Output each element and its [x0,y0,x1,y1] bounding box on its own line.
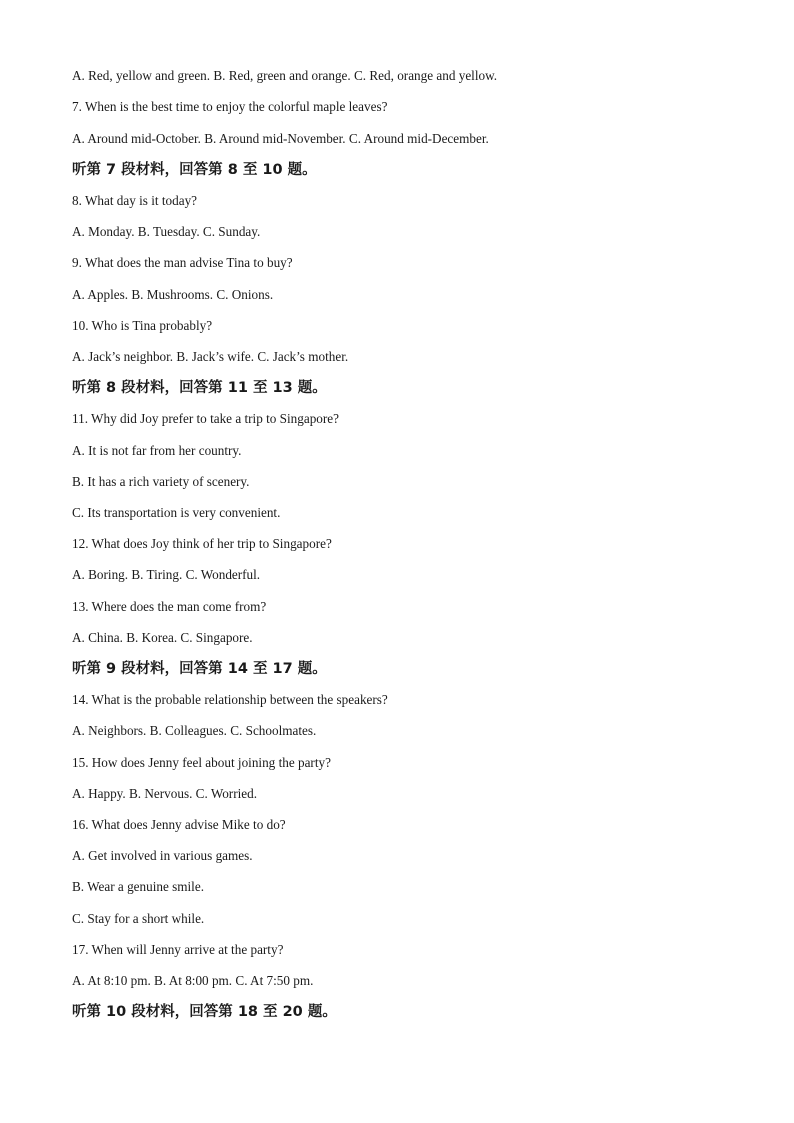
option-line-q13: A. China. B. Korea. C. Singapore. [72,630,253,645]
option-line-q14: A. Neighbors. B. Colleagues. C. Schoolmates. [72,723,317,738]
section-heading-7: 听第 7 段材料，回答第 8 至 10 题。 [72,162,317,178]
question-7: 7. When is the best time to enjoy the colorful maple leaves? [72,99,388,114]
option-line-q17: A. At 8:10 pm. B. At 8:00 pm. C. At 7:50 pm. [72,973,314,988]
question-16: 16. What does Jenny advise Mike to do? [72,817,286,832]
question-9: 9. What does the man advise Tina to buy? [72,255,293,270]
option-line-q9: A. Apples. B. Mushrooms. C. Onions. [72,287,274,302]
section-heading-8: 听第 8 段材料，回答第 11 至 13 题。 [72,380,327,396]
question-14: 14. What is the probable relationship between the speakers? [72,692,388,707]
option-q16-b: B. Wear a genuine smile. [72,879,204,894]
option-line-q15: A. Happy. B. Nervous. C. Worried. [72,786,258,801]
section-heading-9: 听第 9 段材料，回答第 14 至 17 题。 [72,661,327,677]
question-13: 13. Where does the man come from? [72,599,267,614]
option-q16-a: A. Get involved in various games. [72,848,253,863]
option-q11-c: C. Its transportation is very convenient. [72,505,281,520]
option-line-q7: A. Around mid-October. B. Around mid-November. C. Around mid-December. [72,131,489,146]
question-12: 12. What does Joy think of her trip to Singapore? [72,536,332,551]
question-11: 11. Why did Joy prefer to take a trip to Singapore? [72,411,339,426]
option-line-q10: A. Jack’s neighbor. B. Jack’s wife. C. Jack’s mother. [72,349,349,364]
option-q11-a: A. It is not far from her country. [72,443,242,458]
question-8: 8. What day is it today? [72,193,198,208]
option-line-q12: A. Boring. B. Tiring. C. Wonderful. [72,567,261,582]
section-heading-10: 听第 10 段材料，回答第 18 至 20 题。 [72,1004,337,1020]
option-line-q6: A. Red, yellow and green. B. Red, green and orange. C. Red, orange and yellow. [72,68,498,83]
option-q16-c: C. Stay for a short while. [72,911,205,926]
question-15: 15. How does Jenny feel about joining the party? [72,755,331,770]
option-q11-b: B. It has a rich variety of scenery. [72,474,250,489]
option-line-q8: A. Monday. B. Tuesday. C. Sunday. [72,224,261,239]
question-10: 10. Who is Tina probably? [72,318,213,333]
question-17: 17. When will Jenny arrive at the party? [72,942,284,957]
